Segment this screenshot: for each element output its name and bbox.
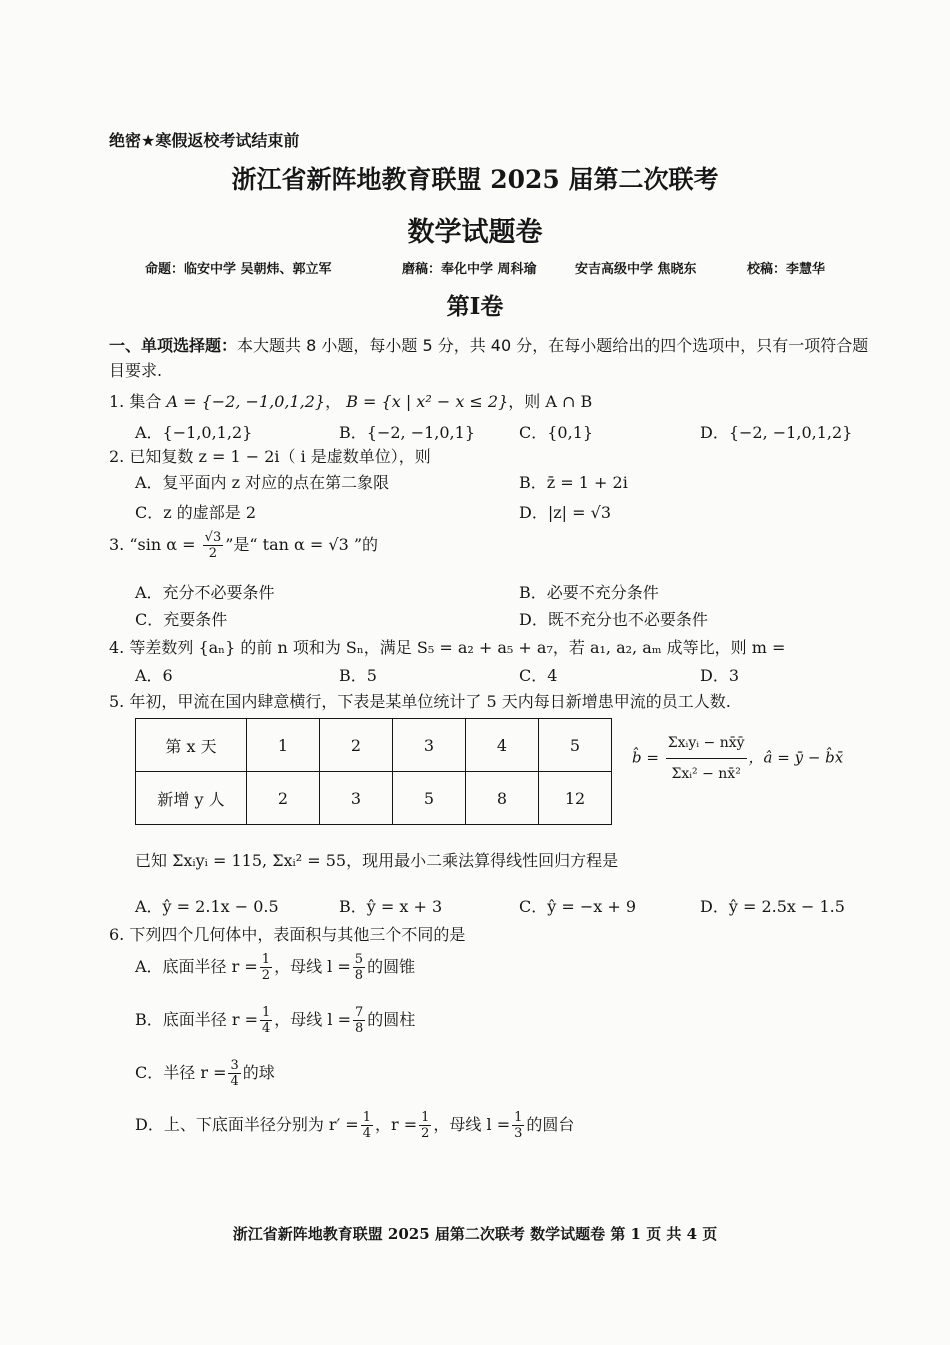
q4-option-d[interactable]: D．3 <box>700 666 740 685</box>
formula-b-hat: b̂ = <box>632 748 659 767</box>
q1-option-b[interactable]: B．{−2, −1,0,1} <box>339 423 475 442</box>
set-a: A = {−2, −1,0,1,2} <box>166 392 326 411</box>
table-cell: 5 <box>539 719 612 772</box>
question-1: 1. 集合 A = {−2, −1,0,1,2}， B = {x | x² − x ≤ 2}，则 A ∩ B <box>109 392 593 411</box>
formula-fraction: $\frac{\text{Σxᵢyᵢ − nx̄ȳ}}{\text{Σxᵢ² − nx̄²}}$ <box>666 728 747 789</box>
table-cell: 5 <box>393 772 466 825</box>
q1-option-a[interactable]: A．{−1,0,1,2} <box>135 423 253 442</box>
question-4 <box>109 635 785 658</box>
question-number: 6. <box>109 925 125 944</box>
q6-option-b[interactable]: B．底面半径 r = $\frac{1}{4}$ ，母线 l = $\frac{7}{8}$ 的圆柱 <box>135 1005 416 1036</box>
given-sums: 已知 Σxᵢyᵢ = 115, Σxᵢ² = 55，现用最小二乘法算得线性回归方程是 <box>135 851 619 870</box>
q2-option-a[interactable]: A．复平面内 z 对应的点在第二象限 <box>135 473 390 492</box>
page-footer: 浙江省新阵地教育联盟 2025 届第二次联考 数学试题卷 第 1 页 共 4 页 <box>232 1225 718 1243</box>
exam-subtitle: 数学试题卷 <box>407 217 543 248</box>
credits-authors: 命题：临安中学 吴朝炜、郭立军 <box>145 262 332 277</box>
question-number: 4. <box>109 638 125 657</box>
q4-option-a[interactable]: A．6 <box>135 666 173 685</box>
q4-option-c[interactable]: C．4 <box>519 666 558 685</box>
question-post: ”是“ tan α = √3 ”的 <box>225 535 379 554</box>
q3-option-a[interactable]: A．充分不必要条件 <box>135 583 275 602</box>
table-cell: 2 <box>320 719 393 772</box>
fraction: $\frac{√3}{2}$ <box>204 530 222 561</box>
data-table <box>135 718 612 825</box>
question-pre: “sin α = <box>129 535 196 554</box>
confidential-label: 绝密★寒假返校考试结束前 <box>109 131 300 150</box>
question-number: 2. <box>109 447 125 466</box>
q2-option-c[interactable]: C．z 的虚部是 2 <box>135 503 257 522</box>
volume-heading: 第Ⅰ卷 <box>446 293 504 320</box>
q2-option-b[interactable]: B．z̄ = 1 + 2i <box>519 473 628 492</box>
table-row <box>136 719 612 772</box>
q3-option-d[interactable]: D．既不充分也不必要条件 <box>519 610 708 629</box>
question-tail: ，则 A ∩ B <box>508 392 593 411</box>
q5-option-c[interactable]: C．ŷ = −x + 9 <box>519 897 637 916</box>
question-number: 1. <box>109 392 125 411</box>
q6-option-c[interactable]: C．半径 r = $\frac{3}{4}$ 的球 <box>135 1058 275 1089</box>
section-label: 一、单项选择题： <box>109 336 238 355</box>
formula-a-hat: ，â = ȳ − b̂x̄ <box>748 748 844 767</box>
question-number: 5. <box>109 692 125 711</box>
credits-polish-2: 安吉高级中学 焦晓东 <box>575 262 697 277</box>
regression-formula <box>632 728 843 789</box>
table-header-cell: 第 x 天 <box>136 719 247 772</box>
question-stem: 集合 <box>129 392 162 411</box>
question-stem: 下列四个几何体中，表面积与其他三个不同的是 <box>129 925 466 944</box>
credits-polish: 磨稿：奉化中学 周科瑜 <box>402 262 537 277</box>
table-cell: 3 <box>320 772 393 825</box>
section-instructions <box>109 333 879 383</box>
q6-option-a[interactable]: A．底面半径 r = $\frac{1}{2}$ ，母线 l = $\frac{5}{8}$ 的圆锥 <box>135 952 416 983</box>
section-text: 本大题共 8 小题，每小题 5 分，共 40 分，在每小题给出的四个选项中，只有一项符合题目要求. <box>109 336 869 380</box>
credits-proof: 校稿：李慧华 <box>747 262 826 277</box>
question-stem: 已知复数 z = 1 − 2i（ i 是虚数单位），则 <box>129 447 431 466</box>
q6-option-d[interactable]: D．上、下底面半径分别为 r′ = $\frac{1}{4}$ ，r = $\frac{1}{2}$ ，母线 l = $\frac{1}{3}$ 的圆台 <box>135 1110 575 1141</box>
q5-option-d[interactable]: D．ŷ = 2.5x − 1.5 <box>700 897 845 916</box>
table-header-cell: 新增 y 人 <box>136 772 247 825</box>
question-2 <box>109 444 431 467</box>
table-cell: 2 <box>247 772 320 825</box>
q5-option-b[interactable]: B．ŷ = x + 3 <box>339 897 443 916</box>
question-stem: 年初，甲流在国内肆意横行，下表是某单位统计了 5 天内每日新增患甲流的员工人数. <box>129 692 731 711</box>
table-cell: 8 <box>466 772 539 825</box>
question-3 <box>109 530 378 561</box>
table-row <box>136 772 612 825</box>
q1-option-c[interactable]: C．{0,1} <box>519 423 594 442</box>
question-stem: 等差数列 {aₙ} 的前 n 项和为 Sₙ，满足 S₅ = a₂ + a₅ + a₇，若 a₁, a₂, aₘ 成等比，则 m = <box>129 638 786 657</box>
table-cell: 3 <box>393 719 466 772</box>
question-number: 3. <box>109 535 125 554</box>
table-cell: 4 <box>466 719 539 772</box>
question-6 <box>109 922 465 945</box>
q1-option-d[interactable]: D．{−2, −1,0,1,2} <box>700 423 853 442</box>
q3-option-b[interactable]: B．必要不充分条件 <box>519 583 659 602</box>
q5-option-a[interactable]: A．ŷ = 2.1x − 0.5 <box>135 897 279 916</box>
q3-option-c[interactable]: C．充要条件 <box>135 610 228 629</box>
exam-title: 浙江省新阵地教育联盟 2025 届第二次联考 <box>231 165 719 194</box>
table-cell: 1 <box>247 719 320 772</box>
q2-option-d[interactable]: D．|z| = √3 <box>519 503 611 522</box>
table-cell: 12 <box>539 772 612 825</box>
question-5 <box>109 689 731 712</box>
set-b: B = {x | x² − x ≤ 2} <box>346 392 509 411</box>
q4-option-b[interactable]: B．5 <box>339 666 377 685</box>
